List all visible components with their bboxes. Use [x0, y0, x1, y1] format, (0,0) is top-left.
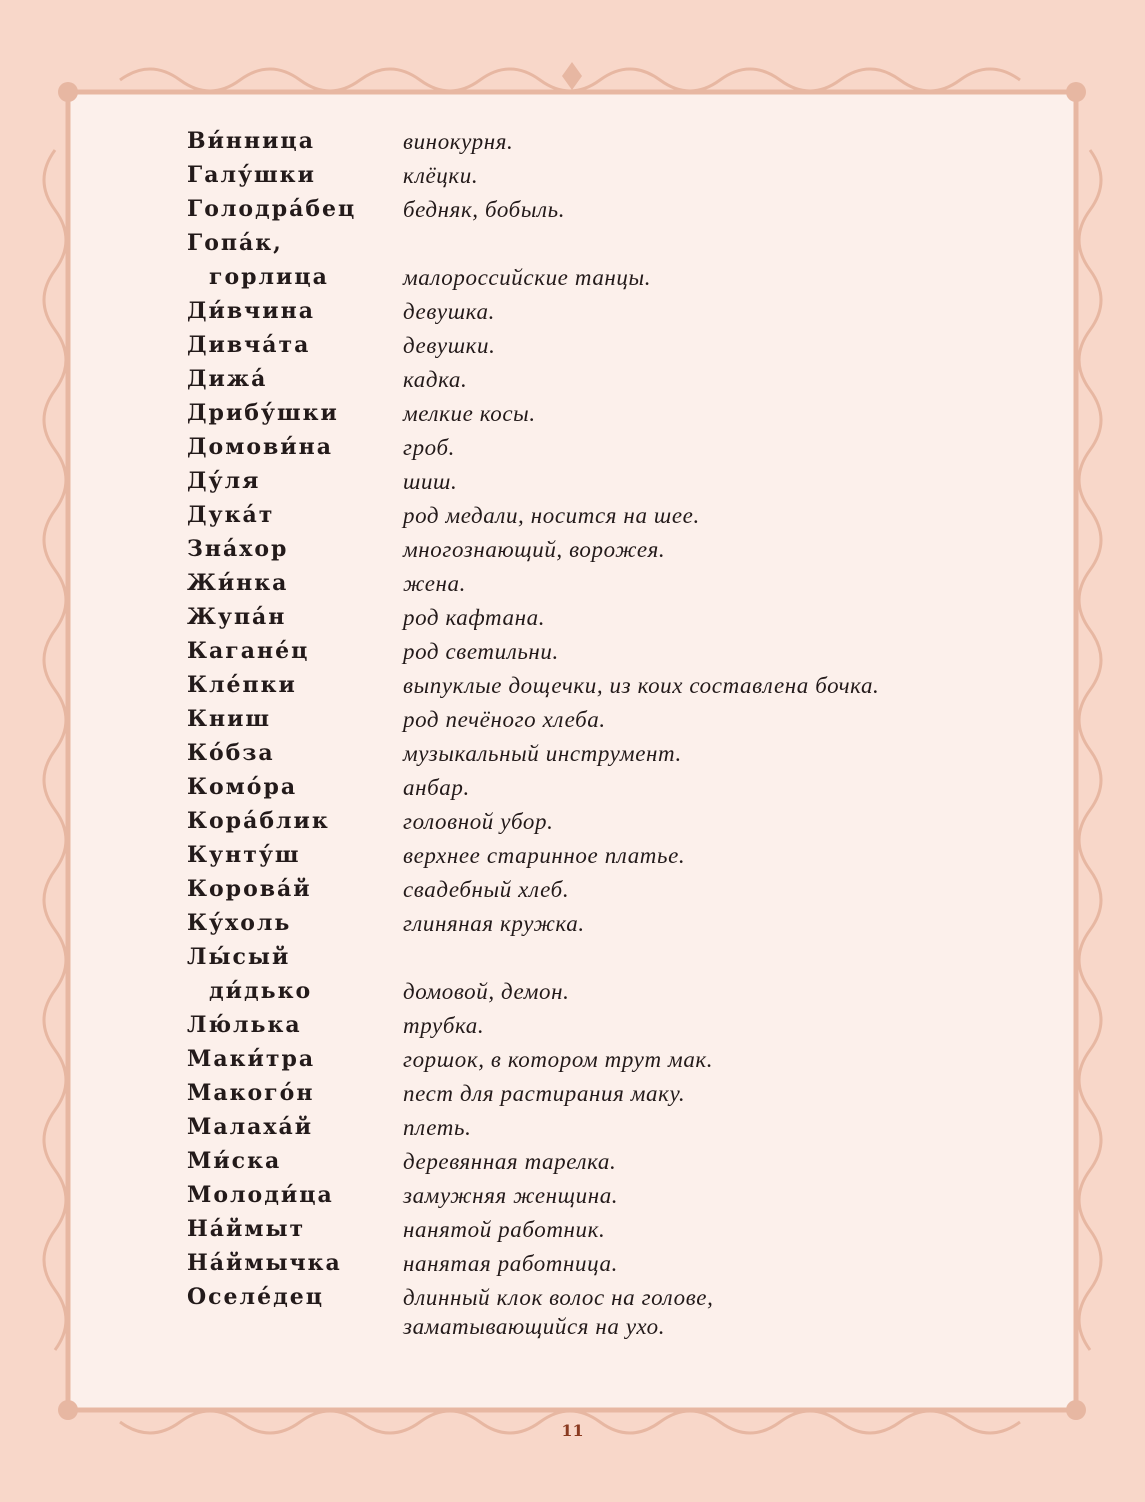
glossary-entry [187, 1110, 967, 1144]
definition-text: род медали, носится на шее. [403, 503, 700, 528]
glossary-term [187, 702, 403, 736]
definition-text: бедняк, бобыль. [403, 197, 566, 222]
glossary-entry [187, 736, 967, 770]
glossary-definition [403, 770, 967, 804]
glossary-entry [187, 1246, 967, 1280]
definition-text: головной убор. [403, 809, 554, 834]
glossary-definition [403, 158, 967, 192]
term-text: Корова́й [187, 876, 312, 902]
glossary-entry [187, 192, 967, 226]
term-text: Маки́тра [187, 1046, 316, 1072]
glossary-term [187, 804, 403, 838]
glossary-definition [403, 1076, 967, 1110]
term-text: Малаха́й [187, 1114, 314, 1140]
glossary-term [187, 124, 403, 158]
glossary-definition [403, 804, 967, 838]
definition-text: малороссийские танцы. [403, 265, 652, 290]
page-number: 11 [561, 1421, 584, 1440]
glossary-term [187, 1178, 403, 1212]
glossary-entry [187, 1212, 967, 1246]
glossary-term [187, 1042, 403, 1076]
definition-text: глиняная кружка. [403, 911, 585, 936]
term-text: Кунту́ш [187, 842, 301, 868]
glossary-definition [403, 736, 967, 770]
glossary-term [187, 1144, 403, 1178]
glossary-entry [187, 600, 967, 634]
term-text: Зна́хор [187, 536, 289, 562]
term-text: Дижа́ [187, 366, 268, 392]
term-text: Книш [187, 706, 272, 732]
definition-text: род светильни. [403, 639, 559, 664]
glossary-definition [403, 838, 967, 872]
term-text: Кле́пки [187, 672, 297, 698]
definition-text: клёцки. [403, 163, 479, 188]
term-text: На́ймыт [187, 1216, 306, 1242]
glossary-term [187, 736, 403, 770]
glossary-entry [187, 702, 967, 736]
definition-text: шиш. [403, 469, 458, 494]
definition-text: свадебный хлеб. [403, 877, 570, 902]
glossary-definition [403, 362, 967, 396]
glossary-definition [403, 566, 967, 600]
definition-text: горшок, в котором трут мак. [403, 1047, 714, 1072]
glossary-term [187, 770, 403, 804]
glossary-entry [187, 1008, 967, 1042]
glossary-entry [187, 566, 967, 600]
glossary-term [187, 1212, 403, 1246]
term-text: Жи́нка [187, 570, 289, 596]
glossary-entry [187, 804, 967, 838]
glossary-definition [403, 1144, 967, 1178]
glossary-entry [187, 294, 967, 328]
glossary-term [187, 464, 403, 498]
term-text: Оселе́дец [187, 1284, 324, 1310]
term-text: Домови́на [187, 434, 333, 460]
glossary-definition [403, 1042, 967, 1076]
definition-text: род кафтана. [403, 605, 546, 630]
glossary-term [187, 906, 403, 940]
glossary-term [187, 634, 403, 668]
glossary-entry [187, 634, 967, 668]
term-text: Жупа́н [187, 604, 287, 630]
frame-scrolls-right [1079, 150, 1101, 1350]
glossary-entry [187, 940, 967, 1008]
glossary-term [187, 396, 403, 430]
glossary-definition [403, 328, 967, 362]
glossary-entry [187, 668, 967, 702]
glossary-definition [403, 872, 967, 906]
glossary-definition [403, 430, 967, 464]
glossary-definition [403, 294, 967, 328]
glossary-term [187, 430, 403, 464]
glossary-term [187, 1280, 403, 1343]
term-text: Молоди́ца [187, 1182, 334, 1208]
glossary-term [187, 1076, 403, 1110]
glossary-entry [187, 362, 967, 396]
glossary-term [187, 838, 403, 872]
definition-text: мелкие косы. [403, 401, 536, 426]
term-text: На́ймычка [187, 1250, 342, 1276]
term-text: Дрибу́шки [187, 400, 339, 426]
frame-scrolls-left [44, 150, 66, 1350]
definition-text: нанятой работник. [403, 1217, 606, 1242]
glossary-definition [403, 1280, 967, 1343]
glossary-definition [403, 940, 967, 1008]
glossary-term [187, 940, 403, 1008]
term-text: Галу́шки [187, 162, 316, 188]
glossary-entry [187, 872, 967, 906]
glossary-term [187, 158, 403, 192]
glossary-definition [403, 668, 967, 702]
glossary-definition [403, 532, 967, 566]
glossary-entry [187, 1076, 967, 1110]
definition-text: нанятая работница. [403, 1251, 618, 1276]
term-text: Дивча́та [187, 332, 311, 358]
glossary-term [187, 872, 403, 906]
glossary-entry [187, 532, 967, 566]
term-text: Макого́н [187, 1080, 315, 1106]
glossary-definition [403, 1110, 967, 1144]
glossary-definition [403, 124, 967, 158]
glossary-entry [187, 1280, 967, 1343]
definition-text: деревянная тарелка. [403, 1149, 617, 1174]
term-text: Ми́ска [187, 1148, 282, 1174]
definition-text: плеть. [403, 1115, 472, 1140]
definition-text: домовой, демон. [403, 979, 570, 1004]
definition-text: выпуклые дощечки, из коих составлена бочка. [403, 673, 880, 698]
term-text: Дука́т [187, 502, 275, 528]
glossary-definition [403, 396, 967, 430]
glossary-term [187, 668, 403, 702]
glossary-definition [403, 906, 967, 940]
definition-text: винокурня. [403, 129, 514, 154]
term-text-continued: горлица [209, 264, 329, 290]
glossary-term [187, 600, 403, 634]
glossary-definition [403, 464, 967, 498]
definition-text: пест для растирания маку. [403, 1081, 686, 1106]
glossary-entry [187, 770, 967, 804]
definition-text: длинный клок волос на голове, [403, 1285, 714, 1310]
glossary-definition [403, 192, 967, 226]
glossary-entry [187, 838, 967, 872]
definition-text: девушка. [403, 299, 495, 324]
term-text: Ду́ля [187, 468, 261, 494]
glossary-definition [403, 600, 967, 634]
term-text: Кагане́ц [187, 638, 310, 664]
term-text: Ви́нница [187, 128, 315, 154]
term-text: Комо́ра [187, 774, 298, 800]
term-text: Ко́бза [187, 740, 275, 766]
definition-text: гроб. [403, 435, 455, 460]
glossary-definition [403, 1008, 967, 1042]
glossary-term [187, 226, 403, 294]
glossary-entry [187, 158, 967, 192]
term-text: Голодра́бец [187, 196, 357, 222]
definition-text: музыкальный инструмент. [403, 741, 682, 766]
glossary-term [187, 328, 403, 362]
glossary-term [187, 362, 403, 396]
glossary-term [187, 1008, 403, 1042]
glossary-definition [403, 1212, 967, 1246]
definition-text: замужняя женщина. [403, 1183, 619, 1208]
glossary-term [187, 192, 403, 226]
glossary-definition [403, 702, 967, 736]
glossary-entry [187, 498, 967, 532]
term-text-continued: ди́дько [209, 978, 313, 1004]
glossary-term [187, 1110, 403, 1144]
definition-text: кадка. [403, 367, 468, 392]
glossary-entry [187, 1178, 967, 1212]
definition-text: трубка. [403, 1013, 485, 1038]
definition-text: многознающий, ворожея. [403, 537, 666, 562]
glossary-entry [187, 464, 967, 498]
definition-text: верхнее старинное платье. [403, 843, 686, 868]
glossary-entry [187, 1144, 967, 1178]
glossary-term [187, 294, 403, 328]
glossary-entry [187, 124, 967, 158]
term-text: Гопа́к, [187, 230, 283, 256]
definition-text: девушки. [403, 333, 496, 358]
term-text: Ди́вчина [187, 298, 315, 324]
glossary-definition [403, 1178, 967, 1212]
glossary-term [187, 532, 403, 566]
glossary-entry [187, 1042, 967, 1076]
glossary-entry [187, 430, 967, 464]
glossary-definition [403, 226, 967, 294]
term-text: Лю́лька [187, 1012, 302, 1038]
definition-text: жена. [403, 571, 466, 596]
glossary-term [187, 498, 403, 532]
term-text: Кора́блик [187, 808, 330, 834]
glossary-definition [403, 634, 967, 668]
term-text: Ку́холь [187, 910, 292, 936]
glossary-entry [187, 226, 967, 294]
glossary-definition [403, 1246, 967, 1280]
glossary-term [187, 1246, 403, 1280]
glossary-list [187, 124, 967, 1343]
glossary-term [187, 566, 403, 600]
glossary-entry [187, 906, 967, 940]
definition-text: заматывающийся на ухо. [403, 1314, 666, 1339]
definition-text: род печёного хлеба. [403, 707, 606, 732]
glossary-entry [187, 328, 967, 362]
glossary-definition [403, 498, 967, 532]
definition-text: анбар. [403, 775, 470, 800]
term-text: Лы́сый [187, 944, 291, 970]
glossary-entry [187, 396, 967, 430]
